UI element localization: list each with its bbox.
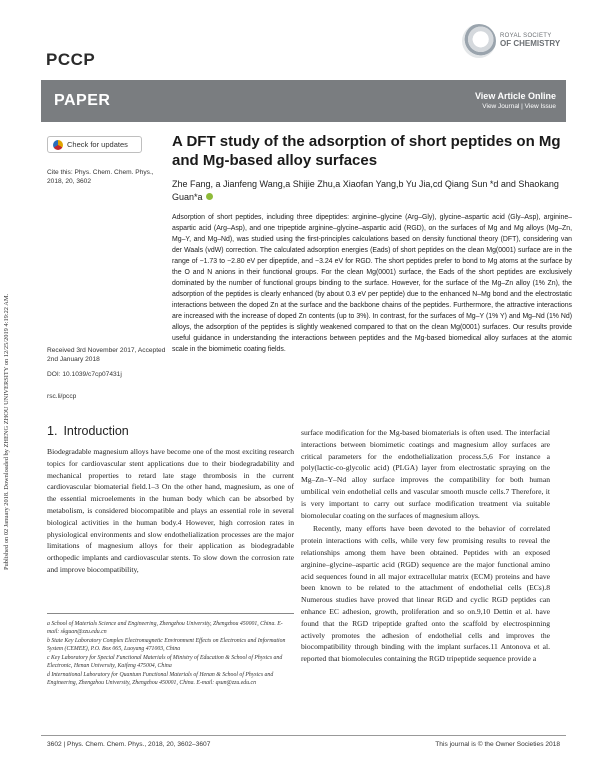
journal-short-link[interactable]: rsc.li/pccp <box>47 393 77 400</box>
received-dates: Received 3rd November 2017, Accepted 2nd January 2018 <box>47 347 166 363</box>
citation-info: Cite this: Phys. Chem. Chem. Phys., 2018, 20, 3602 <box>47 169 154 185</box>
orcid-icon[interactable] <box>206 193 213 200</box>
article-title: A DFT study of the adsorption of short peptides on Mg and Mg-based alloy surfaces <box>172 133 561 169</box>
view-links-block <box>475 91 556 110</box>
article-type-banner <box>41 80 566 122</box>
footer-divider <box>41 735 566 736</box>
affiliation-footnotes <box>47 613 294 688</box>
body-paragraph: surface modification for the Mg-based biomaterials is often used. The interfacial interactions between biomimetic coatings and magnesium alloy surfaces are critical parameters for the endothelialization process.5,6 For instance a poly(lactic-co-glycolic acid) (PLGA) layer from electrostatic spraying on the Mg–Zn–Y–Nd alloy surface improves the compatibility for both human umbilical vein endothelial cells and vascular smooth muscle cells.7 Therefore, it is very important to carry out surface modification treatment via suitable biomolecular coating on the surfaces of magnesium alloys. <box>301 428 550 520</box>
rsc-logo-line1: ROYAL SOCIETY <box>500 33 552 39</box>
check-for-updates-button[interactable] <box>47 136 142 153</box>
view-article-online-link[interactable]: View Article Online <box>474 91 556 101</box>
body-paragraph: Biodegradable magnesium alloys have become one of the most exciting research topics for cardiovascular stent applications due to their biodegradability and mechanical properties to retard late stage thrombosis in the current cardiovascular biomaterial field.1–3 On the other hand, magnesium, as one of the essential microelements in the human body which can be absorbed by metabolism, is considered biocompatible and plays an essential role in several biological activities in the human body.4 However, high corrosion rates in physiological environments and slow endothelialization processes are the major limitations of magnesium alloys for their application as biodegradable orthopedic implants and cardiovascular stents. To slow down the corrosion rate and improve biocompatibility, <box>47 447 294 574</box>
body-column-right <box>301 427 550 665</box>
footnote-item: c Key Laboratory for Special Functional Materials of Ministry of Education & School of Physics and Electronic, Henan University, Kaifeng 475004, China <box>47 655 283 669</box>
author-names: Zhe Fang, a Jianfeng Wang,a Shijie Zhu,a Xiaofan Yang,b Yu Jia,cd Qiang Sun *d and Shaokang Guan*a <box>172 179 559 202</box>
journal-name: PCCP <box>46 50 96 69</box>
crossmark-icon <box>53 140 63 150</box>
footnote-item: b State Key Laboratory Complex Electromagnetic Environment Effects on Electronics and Information System (CEMEE), P.O. Box 065, Luoyang 471003, China <box>47 638 286 652</box>
author-list <box>172 178 572 204</box>
section-number: 1. <box>47 424 58 438</box>
section-title: Introduction <box>63 424 129 438</box>
footnote-item: a School of Materials Science and Engineering, Zhengzhou University, Zhengzhou 450001, China. E-mail: skguan@zzu.edu.cn <box>47 621 283 635</box>
check-for-updates-label: Check for updates <box>67 140 128 149</box>
rsc-logo-line2: OF CHEMISTRY <box>500 39 561 48</box>
doi[interactable]: DOI: 10.1039/c7cp07431j <box>47 371 122 378</box>
article-type-label: PAPER <box>54 92 111 109</box>
footer-citation: 3602 | Phys. Chem. Chem. Phys., 2018, 20, 3602–3607 <box>47 741 211 748</box>
footer-copyright: This journal is © the Owner Societies 2018 <box>435 741 560 748</box>
rsc-logo-text <box>500 32 560 49</box>
body-column-left <box>47 446 294 576</box>
footnote-item: d International Laboratory for Quantum Functional Materials of Henan & School of Physics and Engineering, Zhengzhou University, Zhengzhou 450001, China. E-mail: qsun@zzu.edu.cn <box>47 672 274 686</box>
view-journal-issue-links[interactable]: View Journal | View Issue <box>482 103 556 110</box>
section-heading-introduction <box>47 424 129 438</box>
body-paragraph: Recently, many efforts have been devoted to the behavior of correlated protein interactions with cells, while very few promising results to reveal the relationships among them have been obtained. Peptides with an exposed arginine–glycine–aspartic acid (RGD) sequence are the major functional amino acid sequences found in all major extracellular matrix (ECM) proteins and have been known to be related to the attachment of endothelial cells (ECs).8 Numerous studies have proved that linear RGD and cyclic RGD peptides can enhance EC adhesion, growth, proliferation and so on.9,10 Dettin et al. have found that the RGD tripeptide grafted onto the scaffold by electrospinning actively promotes the adhesion of endothelial cells and improves the biocompatibility through binding with the implant surfaces.11 Antonova et al. reported that biomolecules containing the RGD tripeptide sequence provide a <box>301 524 550 664</box>
rsc-emblem-icon <box>462 24 496 58</box>
download-side-note <box>3 140 15 570</box>
rsc-logo <box>462 20 562 65</box>
side-note-text: Published on 02 January 2018. Downloaded by ZHENG ZHOU UNIVERSITY on 12/25/2019 4:19:22 AM. <box>3 293 10 570</box>
abstract: Adsorption of short peptides, including three dipeptides: arginine–glycine (Arg–Gly), glycine–aspartic acid (Gly–Asp), arginine–aspartic acid (Arg–Asp), and one tripeptide arginine–glycine–aspartic acid (RGD), on the surfaces of Mg and Mg alloys (Mg–Zn, Mg–Y, and Mg–Nd), was studied using the first-principles calculations based on density functional theory (DFT), considering van der Waals (vdW) correction. The calculated adsorption energies (Eads) of short peptides on the clean Mg(0001) surface are in the range of −1.73 to −2.80 eV per dipeptide, and −3.24 eV for RGD. The short peptides prefer to bond to Mg atoms at the surface by the O and N anions in their functional groups. For the clean Mg(0001) surface, the Eads of the short peptides are exclusively dominated by the number of functional groups binding to the surface. However, for the surface of the Mg–Zn alloy (1% Zn), the adsorption of the peptides is clearly enhanced (by about 0.3 eV per peptide) due to the enhanced N–Mg bond and the electrostatic interactions between the doped Zn at the surface and the backbone chains of the peptides. Furthermore, the attractive interactions are increased with the increase of doped Zn contents (up to 3%). In contrast, for the surfaces of Mg–Y (1% Y) and Mg–Nd (1% Nd) alloys, the adsorption of the peptides is slightly weakened compared to that on the clean Mg(0001) surfaces. Our results provide useful guidance in understanding the interactions between peptides and the Mg-based biomedical alloy surfaces at the atomic scale in the biomimetic coating fields. <box>172 214 572 353</box>
